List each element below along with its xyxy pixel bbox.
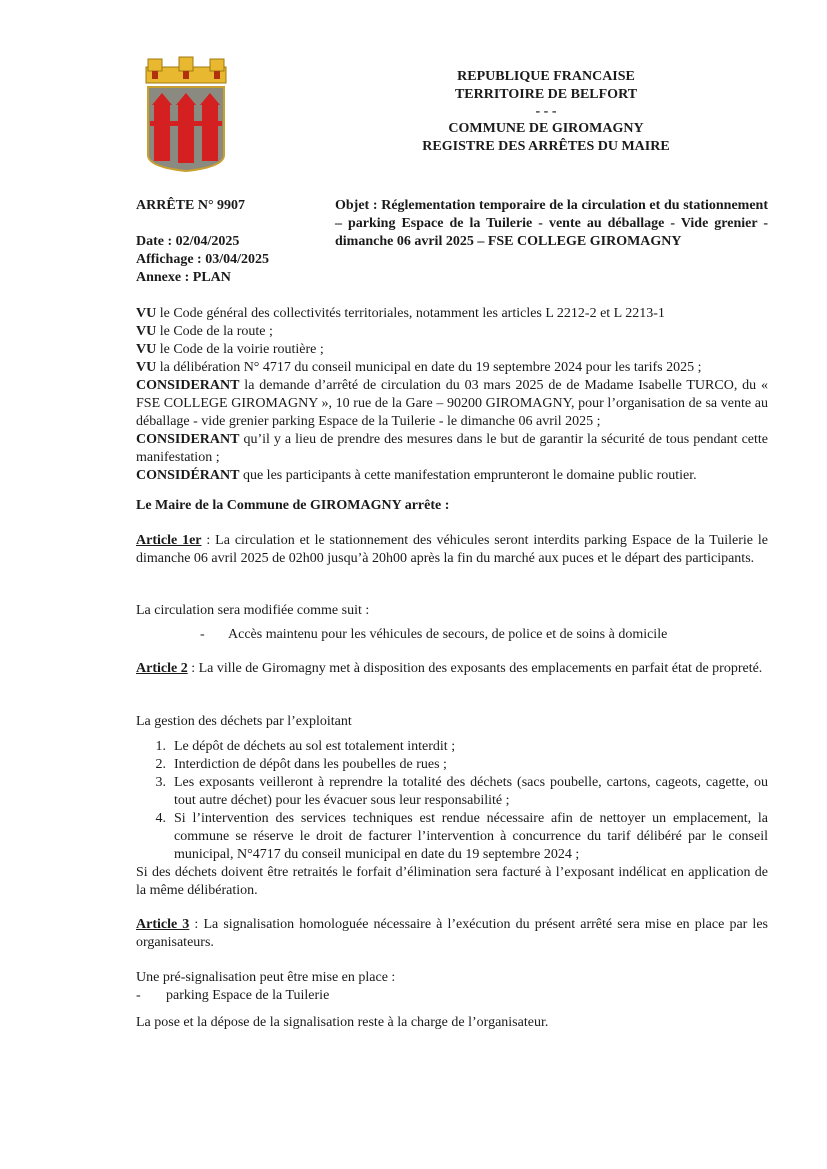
list-number: 1.	[155, 739, 166, 754]
recital-lead: CONSIDERANT	[136, 378, 240, 393]
waste-list	[136, 738, 768, 900]
recital	[136, 305, 768, 323]
header-line-3: COMMUNE DE GIROMAGNY	[448, 121, 644, 136]
list-text: Interdiction de dépôt dans les poubelles de rues ;	[174, 757, 447, 772]
recital-text: la délibération N° 4717 du conseil municipal en date du 19 septembre 2024 pour les tarifs 2025 ;	[156, 360, 702, 375]
article-3-bullet-marker: -	[136, 988, 141, 1003]
recitals	[136, 305, 768, 485]
article-3-text: : La signalisation homologuée nécessaire à l’exécution du présent arrêté sera mise en place par les organisateurs.	[136, 917, 768, 950]
list-text: Le dépôt de déchets au sol est totalement interdit ;	[174, 739, 456, 754]
decree-date: Date : 02/04/2025	[136, 234, 240, 249]
header-line-4: REGISTRE DES ARRÊTES DU MAIRE	[422, 139, 670, 154]
recital-lead: VU	[136, 342, 157, 357]
article-2-sub: La gestion des déchets par l’exploitant	[136, 714, 352, 729]
decree-posting-date: Affichage : 03/04/2025	[136, 252, 269, 267]
article-1-sub: La circulation sera modifiée comme suit :	[136, 603, 370, 618]
article-2-text: : La ville de Giromagny met à disposition des exposants des emplacements en parfait état de propreté.	[187, 661, 763, 676]
recital-lead: VU	[136, 324, 157, 339]
list-item	[136, 774, 768, 810]
recital-lead: VU	[136, 306, 157, 321]
recital-lead: VU	[136, 360, 157, 375]
decree-intro: Le Maire de la Commune de GIROMAGNY arrête :	[136, 498, 450, 513]
article-2-title: Article 2	[136, 661, 188, 676]
list-text: Si l’intervention des services techniques est rendue nécessaire afin de nettoyer un emplacement, la commune se réserve le droit de facturer l’intervention à concurrence du tarif délibéré par le conseil municipal, N°4717 du conseil municipal en date du 19 septembre 2024 ;	[174, 811, 768, 862]
article-1-bullet: Accès maintenu pour les véhicules de secours, de police et de soins à domicile	[228, 627, 668, 642]
recital	[136, 359, 768, 377]
decree-annex: Annexe : PLAN	[136, 270, 231, 285]
recital-text: le Code de la route ;	[156, 324, 273, 339]
header-line-2: TERRITOIRE DE BELFORT	[454, 87, 638, 102]
article-3-title: Article 3	[136, 917, 190, 932]
article-1-bullet-marker: -	[200, 627, 205, 642]
recital-text: le Code de la voirie routière ;	[156, 342, 324, 357]
decree-object	[335, 197, 768, 251]
recital-text: la demande d’arrêté de circulation du 03 mars 2025 de de Madame Isabelle TURCO, du « FSE COLLEGE GIROMAGNY », 10 rue de la Gare – 90200 GIROMAGNY, pour l’organisation de sa vente au déballage - vide grenier parking Espace de la Tuilerie - le dimanche 06 avril 2025 ;	[136, 378, 768, 429]
article-1-title: Article 1er	[136, 533, 202, 548]
article-3-bullet: parking Espace de la Tuilerie	[166, 988, 330, 1003]
article-3-closing: La pose et la dépose de la signalisation reste à la charge de l’organisateur.	[136, 1015, 549, 1030]
list-item	[136, 756, 768, 774]
recital	[136, 341, 768, 359]
header-line-1: REPUBLIQUE FRANCAISE	[457, 69, 635, 84]
recital	[136, 323, 768, 341]
article-3-sub: Une pré-signalisation peut être mise en place :	[136, 970, 396, 985]
header	[380, 68, 712, 156]
recital	[136, 467, 768, 485]
decree-number: ARRÊTE N° 9907	[136, 198, 246, 213]
recital	[136, 377, 768, 431]
article-2	[136, 660, 768, 678]
article-1-text: : La circulation et le stationnement des véhicules seront interdits parking Espace de la Tuilerie le dimanche 06 avril 2025 de 02h00 jusqu’à 20h00 après la fin du marché aux puces et le départ des participants.	[136, 533, 768, 566]
recital-lead: CONSIDERANT	[136, 432, 240, 447]
list-number: 3.	[155, 775, 166, 790]
header-separator: - - -	[535, 104, 557, 119]
article-1	[136, 532, 768, 568]
recital-text: qu’il y a lieu de prendre des mesures dans le but de garantir la sécurité de tous pendant cette manifestation ;	[136, 432, 768, 465]
list-item	[136, 810, 768, 864]
article-2-footer: Si des déchets doivent être retraités le forfait d’élimination sera facturé à l’exposant indélicat en application de la même délibération.	[136, 865, 768, 898]
list-number: 2.	[155, 757, 166, 772]
object-text: Réglementation temporaire de la circulation et du stationnement – parking Espace de la Tuilerie - vente au déballage - Vide grenier - dimanche 06 avril 2025 – FSE COLLEGE GIROMAGNY	[335, 198, 768, 249]
object-label: Objet :	[335, 198, 378, 213]
recital-text: le Code général des collectivités territoriales, notamment les articles L 2212-2 et L 2213-1	[156, 306, 665, 321]
coat-of-arms-logo	[138, 55, 234, 175]
list-item	[136, 738, 768, 756]
recital	[136, 431, 768, 467]
decree-meta	[136, 197, 269, 287]
list-number: 4.	[155, 811, 166, 826]
list-text: Les exposants veilleront à reprendre la totalité des déchets (sacs poubelle, cartons, cageots, cagette, ou tout autre déchet) pour les évacuer sous leur responsabilité ;	[174, 775, 768, 808]
recital-lead: CONSIDÉRANT	[136, 468, 240, 483]
recital-text: que les participants à cette manifestation emprunteront le domaine public routier.	[239, 468, 697, 483]
article-3	[136, 916, 768, 952]
